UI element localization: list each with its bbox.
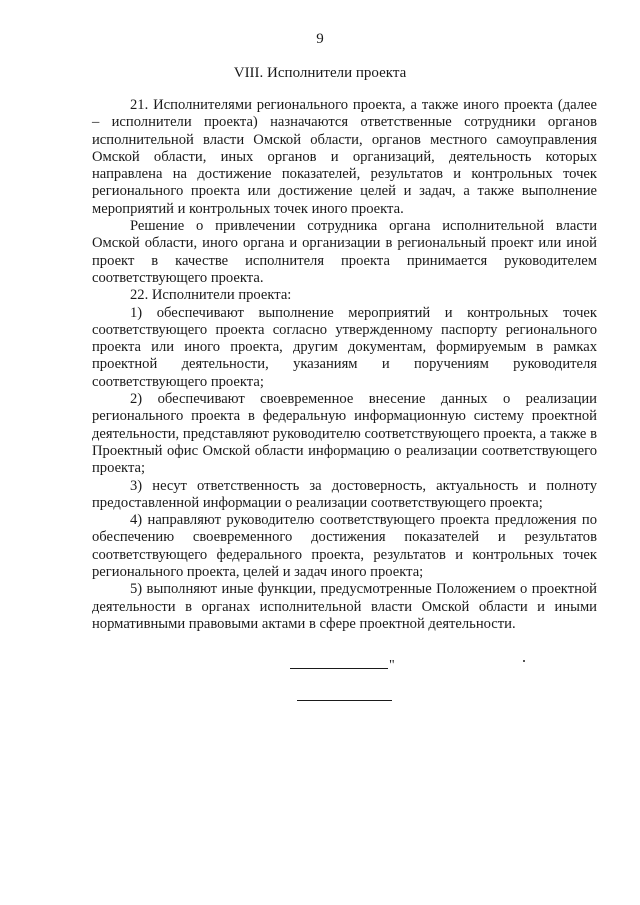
list-item-2: 2) обеспечивают своевременное внесение данных о реализации регионального проекта в федеральную информационную систему проектной деятельности, представляют руководителю соответствующего проекта, а также в Проектный офис Омской области информацию о реализации соответствующего проекта; — [92, 391, 597, 477]
list-item-3: 3) несут ответственность за достоверность, актуальность и полноту предоставленной информации о реализации соответствующего проекта; — [92, 477, 597, 511]
stray-dot — [523, 660, 525, 662]
page-number: 9 — [316, 31, 324, 47]
paragraph-22-heading: 22. Исполнители проекта: — [130, 287, 292, 304]
list-item-1: 1) обеспечивают выполнение мероприятий и контрольных точек соответствующего проекта согласно утвержденному паспорту регионального проекта или иного проекта, другим документам, формируемым в рамках проектной деятельности, указаниям и поручениям руководителя соответствующего проекта; — [92, 304, 597, 390]
paragraph-21: 21. Исполнителями регионального проекта, а также иного проекта (далее – исполнители проекта) назначаются ответственные сотрудники органов исполнительной власти Омской области, органов местного самоуправления Омской области, иных органов и организаций, деятельность которых направлена на достижение показателей, результатов и контрольных точек регионального проекта или достижение целей и задач, а также выполнение мероприятий и контрольных точек иного проекта. — [92, 97, 597, 217]
list-item-5: 5) выполняют иные функции, предусмотренные Положением о проектной деятельности в органах исполнительной власти Омской области и иными нормативными правовыми актами в сфере проектной деятельности. — [92, 581, 597, 632]
signature-underline — [290, 656, 388, 669]
signature-line — [290, 656, 395, 674]
list-item-4: 4) направляют руководителю соответствующего проекта предложения по обеспечению своевременного достижения показателей и результатов соответствующего федерального проекта, результатов и контрольных точек регионального проекта, целей и задач иного проекта; — [92, 512, 597, 581]
section-title: VIII. Исполнители проекта — [233, 65, 407, 81]
paragraph-decision: Решение о привлечении сотрудника органа исполнительной власти Омской области, иного органа и организации в региональный проект или иной проект в качестве исполнителя проекта принимается руководителем соответствующего проекта. — [92, 218, 597, 286]
closing-divider — [297, 700, 392, 701]
document-body — [92, 97, 597, 633]
closing-quote-mark: " — [389, 658, 395, 673]
